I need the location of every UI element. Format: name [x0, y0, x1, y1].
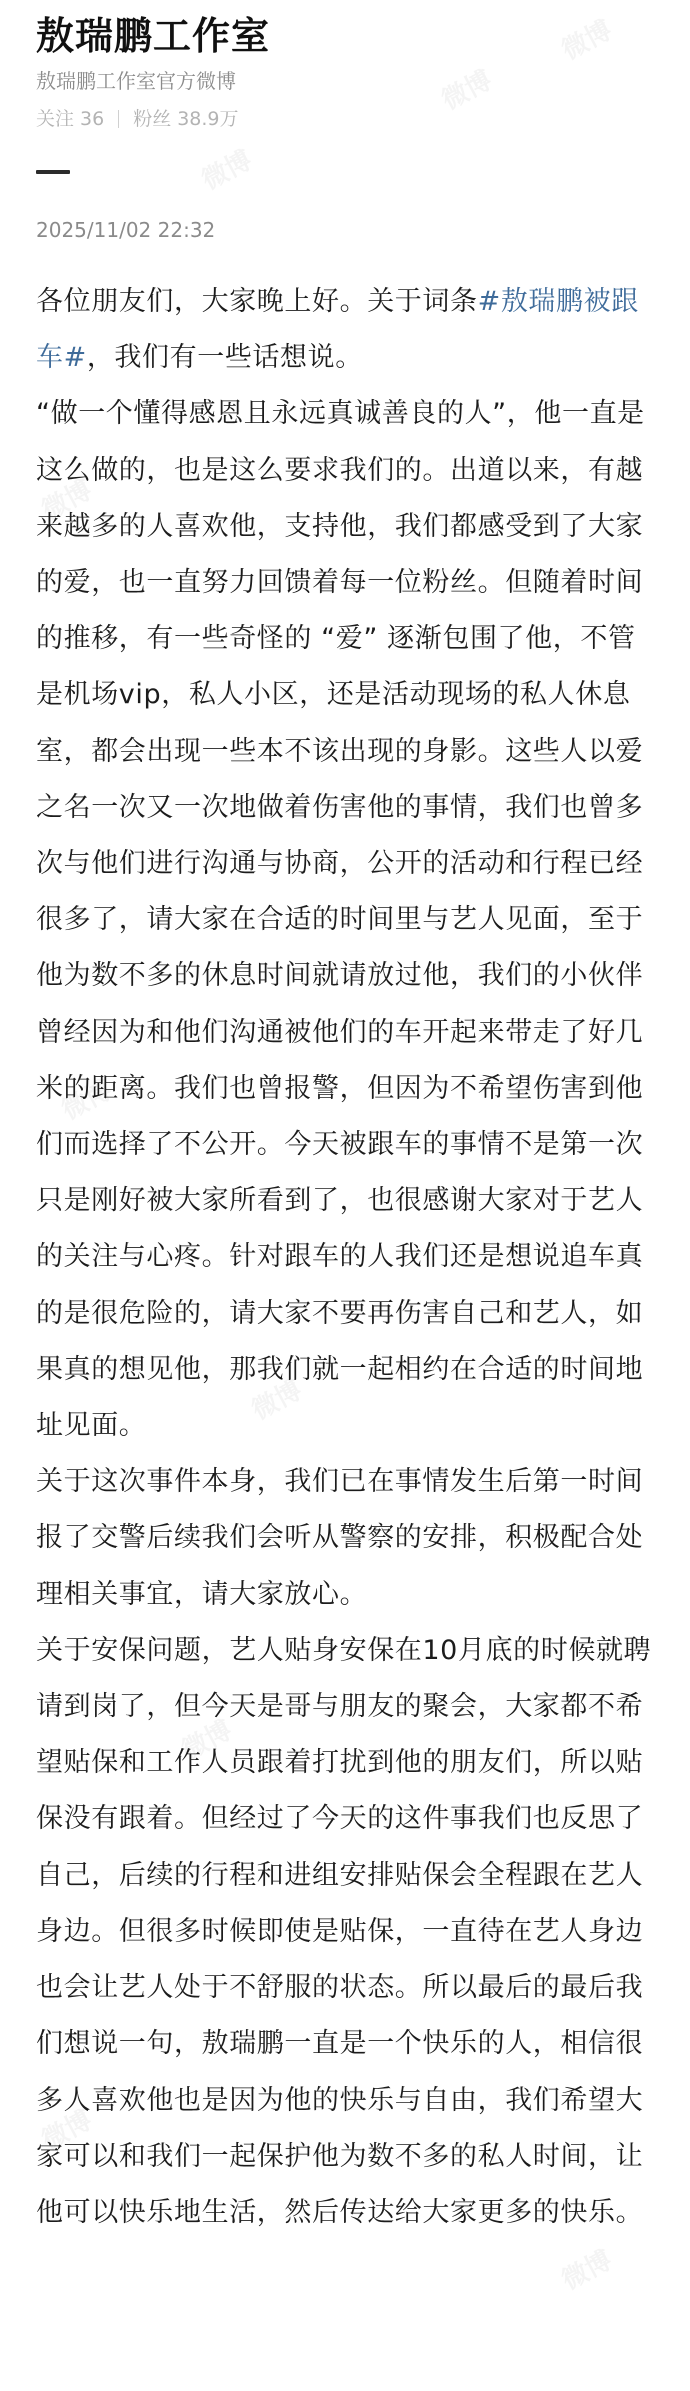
p1-text-before: 各位朋友们，大家晚上好。关于词条 [36, 286, 478, 317]
followers-count[interactable]: 38.9万 [177, 108, 239, 130]
post-paragraph-3: 关于这次事件本身，我们已在事情发生后第一时间报了交警后续我们会听从警察的安排，积极配合处理相关事宜，请大家放心。 [36, 1466, 644, 1610]
account-header [36, 0, 654, 174]
watermark [554, 2240, 617, 2297]
following-label[interactable]: 关注 [36, 108, 75, 130]
post-paragraph-4: 关于安保问题，艺人贴身安保在10月底的时候就聘请到岗了，但今天是哥与朋友的聚会，大家都不希望贴保和工作人员跟着打扰到他的朋友们，所以贴保没有跟着。但经过了今天的这件事我们也反思了自己，后续的行程和进组安排贴保会全程跟在艺人身边。但很多时候即使是贴保，一直待在艺人身边也会让艺人处于不舒服的状态。所以最后的最后我们想说一句，敖瑞鹏一直是一个快乐的人，相信很多人喜欢他也是因为他的快乐与自由，我们希望大家可以和我们一起保护他为数不多的私人时间，让他可以快乐地生活，然后传达给大家更多的快乐。 [36, 1634, 652, 2228]
section-divider [36, 170, 70, 174]
post-body [36, 274, 654, 2241]
followers-label[interactable]: 粉丝 [133, 108, 172, 130]
stats-divider [118, 110, 119, 128]
post-timestamp: 2025/11/02 22:32 [36, 218, 216, 242]
post-paragraph-2: “做一个懂得感恩且永远真诚善良的人”，他一直是这么做的，也是这么要求我们的。出道以来，有越来越多的人喜欢他，支持他，我们都感受到了大家的爱，也一直努力回馈着每一位粉丝。但随着时间的推移，有一些奇怪的 “爱” 逐渐包围了他，不管是机场vip，私人小区，还是活动现场的私人休息室，都会出现一些本不该出现的身影。这些人以爱之名一次又一次地做着伤害他的事情，我们也曾多次与他们进行沟通与协商，公开的活动和行程已经很多了，请大家在合适的时间里与艺人见面，至于他为数不多的休息时间就请放过他，我们的小伙伴曾经因为和他们沟通被他们的车开起来带走了好几米的距离。我们也曾报警，但因为不希望伤害到他们而选择了不公开。今天被跟车的事情不是第一次只是刚好被大家所看到了，也很感谢大家对于艺人的关注与心疼。针对跟车的人我们还是想说追车真的是很危险的，请大家不要再伤害自己和艺人，如果真的想见他，那我们就一起相约在合适的时间地址见面。 [36, 398, 645, 1442]
p1-text-after: ，我们有一些话想说。 [86, 342, 363, 374]
post-paragraph-1 [36, 274, 654, 386]
account-stats [36, 104, 654, 134]
hashtag-link[interactable]: #敖瑞鹏被跟车# [36, 286, 639, 374]
following-count[interactable]: 36 [80, 108, 105, 130]
account-name[interactable]: 敖瑞鹏工作室 [36, 14, 271, 58]
account-bio: 敖瑞鹏工作室官方微博 [36, 69, 236, 93]
